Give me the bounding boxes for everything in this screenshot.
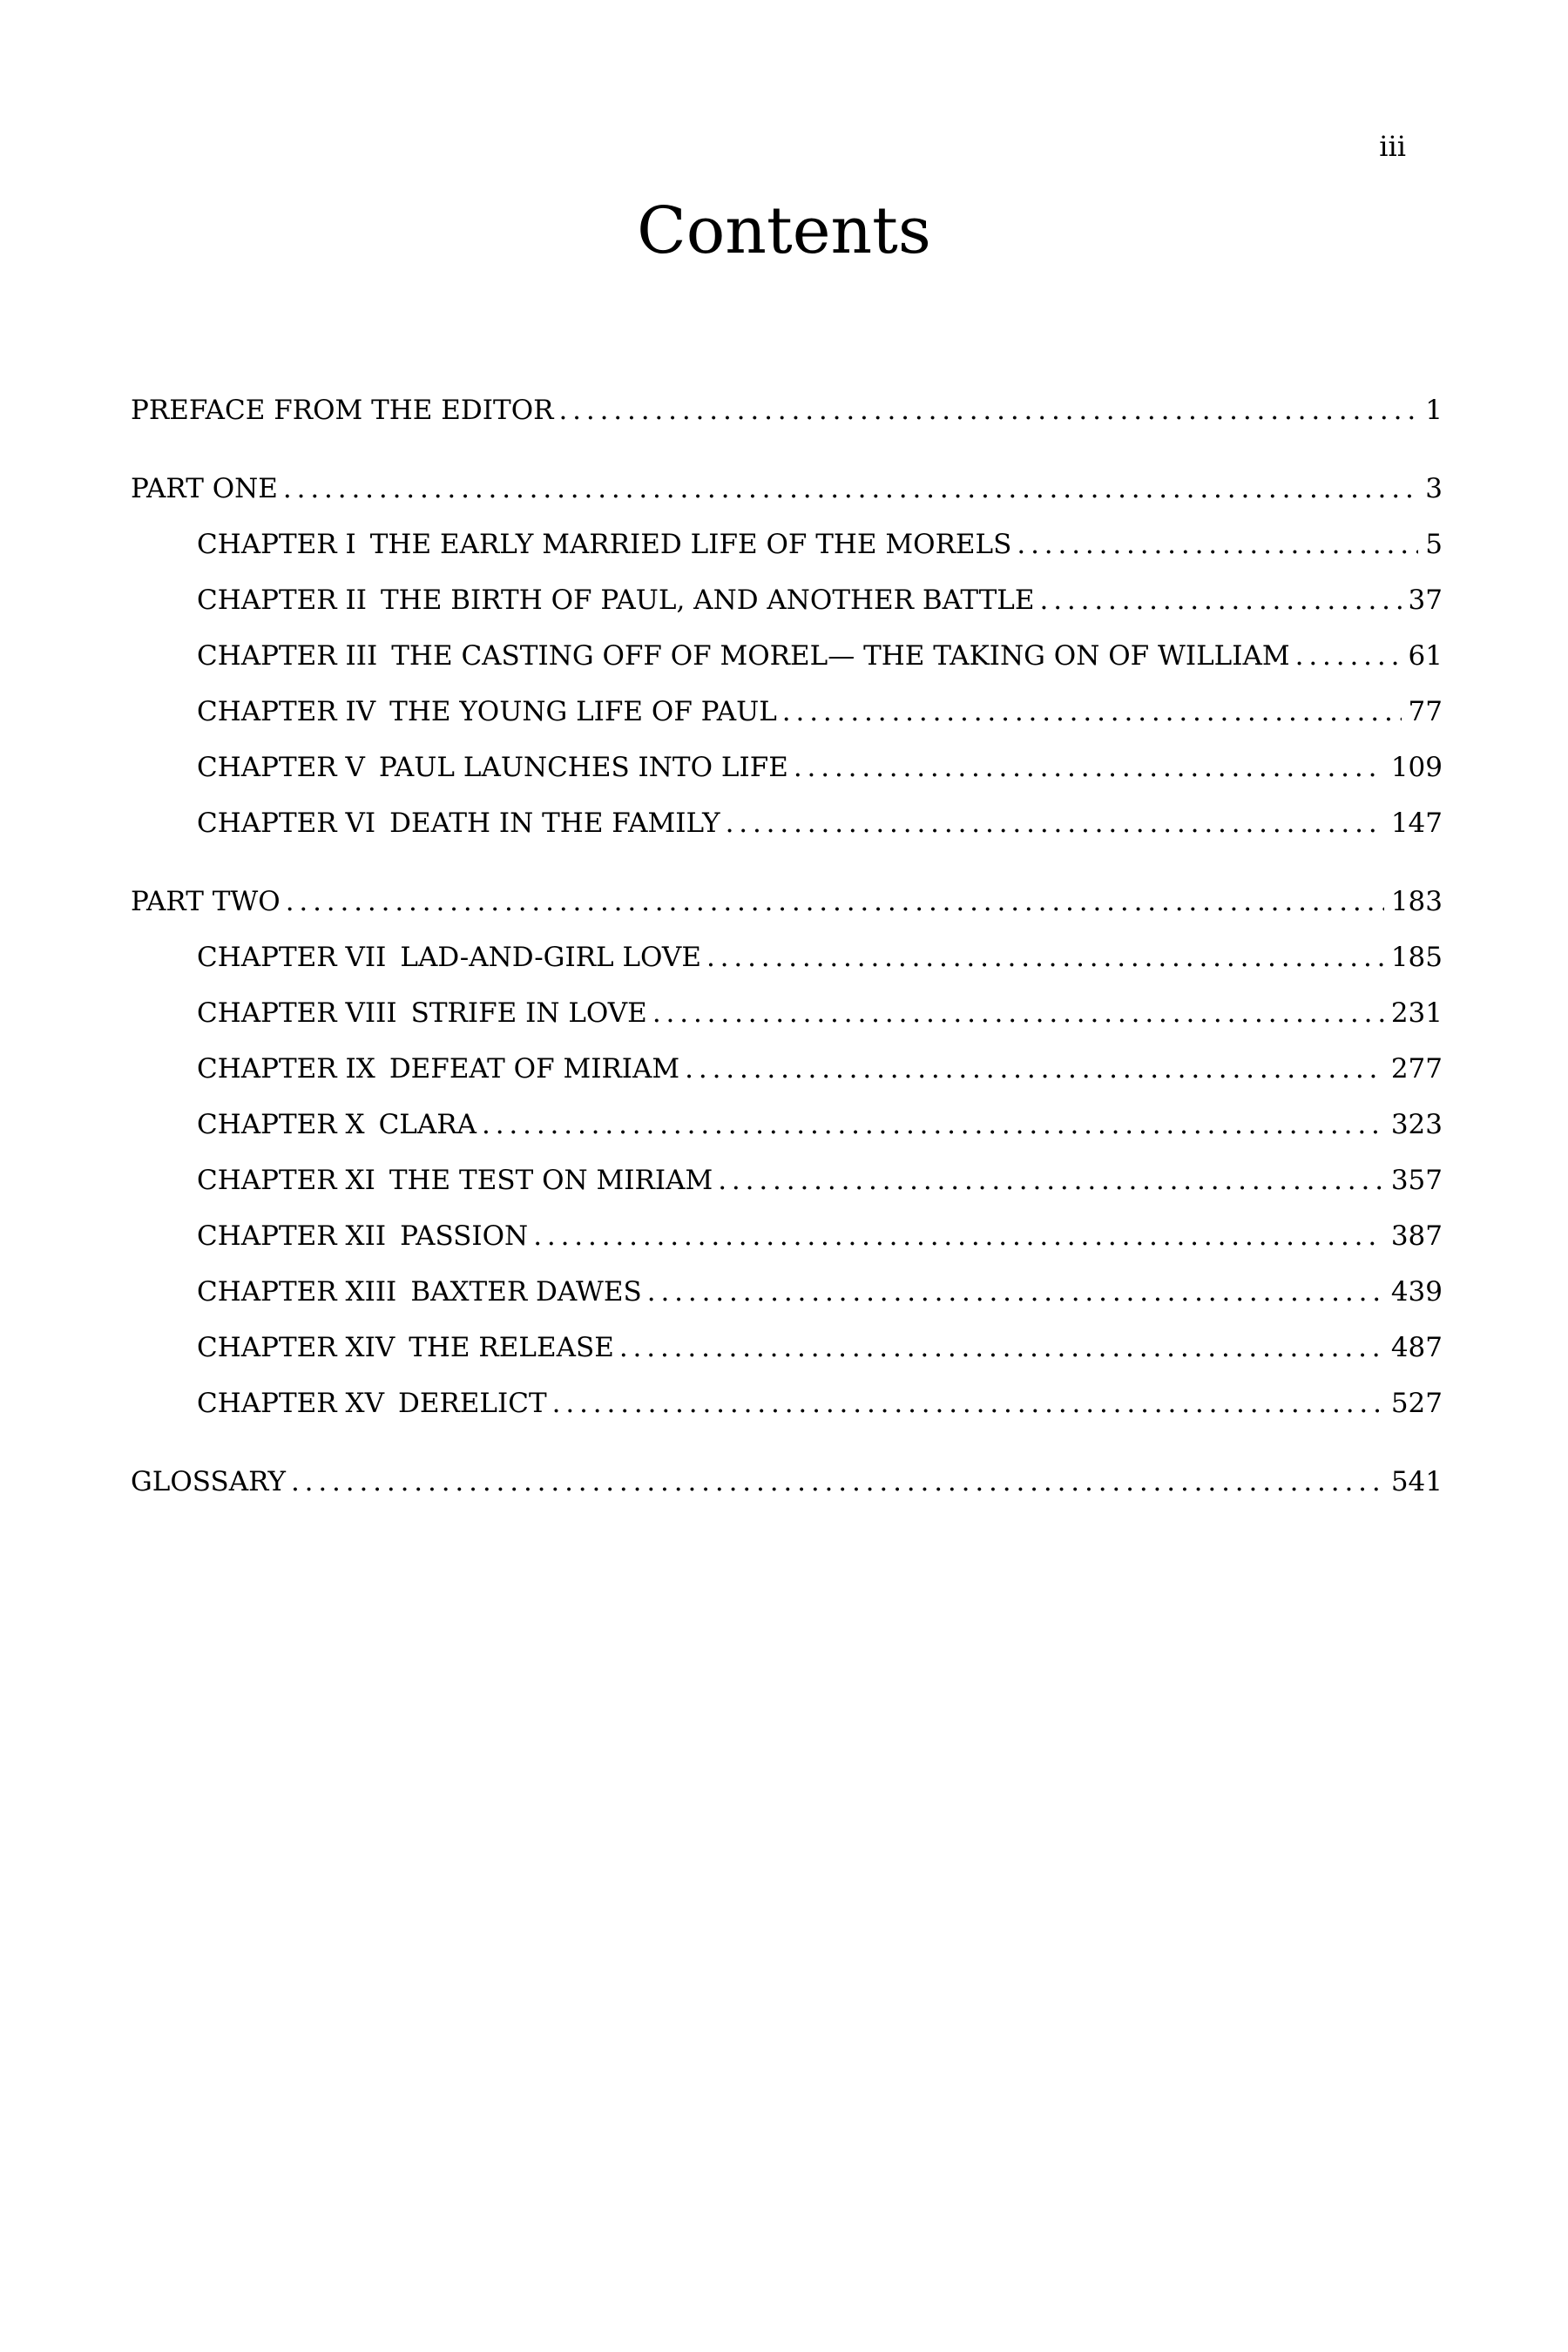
toc-leader-dots (685, 1053, 1384, 1085)
toc-leader-dots (533, 1220, 1384, 1253)
toc-page-number: 3 (1425, 473, 1443, 504)
toc-leader-dots (283, 473, 1418, 505)
toc-entry-label: THE YOUNG LIFE OF PAUL (389, 696, 777, 727)
toc-page-number: 231 (1390, 997, 1443, 1029)
toc-leader-dots (706, 942, 1384, 974)
toc-entry-label: PASSION (400, 1220, 529, 1252)
toc-entry-title (197, 808, 726, 840)
toc-page-number: 527 (1390, 1388, 1443, 1419)
toc-chapter-entry[interactable] (131, 997, 1443, 1053)
toc-chapter-entry[interactable] (131, 529, 1443, 585)
table-of-contents (131, 395, 1443, 1522)
toc-chapter-number: CHAPTER VI (197, 808, 376, 839)
toc-chapter-number: CHAPTER IV (197, 696, 376, 727)
toc-entry-label: PAUL LAUNCHES INTO LIFE (378, 752, 788, 783)
toc-entry-title (197, 529, 1017, 561)
toc-section-entry[interactable] (131, 1466, 1443, 1522)
toc-leader-dots (482, 1109, 1384, 1141)
toc-entry-title (131, 886, 286, 918)
toc-page-number: 77 (1408, 696, 1443, 727)
toc-leader-dots (794, 752, 1384, 784)
toc-chapter-entry[interactable] (131, 1332, 1443, 1388)
toc-entry-label: THE RELEASE (409, 1332, 614, 1363)
toc-entry-label: PREFACE FROM THE EDITOR (131, 395, 554, 426)
toc-entry-title (197, 942, 706, 974)
toc-entry-label: BAXTER DAWES (410, 1276, 642, 1308)
toc-entry-title (197, 1388, 552, 1420)
toc-chapter-number: CHAPTER I (197, 529, 356, 560)
toc-leader-dots (1017, 529, 1418, 561)
toc-page-number: 185 (1390, 942, 1443, 973)
toc-chapter-entry[interactable] (131, 808, 1443, 863)
toc-entry-title (197, 1053, 685, 1085)
toc-chapter-entry[interactable] (131, 1276, 1443, 1332)
toc-chapter-number: CHAPTER XIII (197, 1276, 397, 1308)
toc-page-number: 147 (1390, 808, 1443, 839)
toc-page-number: 61 (1408, 640, 1443, 672)
toc-entry-label: STRIFE IN LOVE (410, 997, 647, 1029)
toc-chapter-number: CHAPTER XV (197, 1388, 384, 1419)
toc-entry-title (197, 997, 652, 1030)
toc-leader-dots (552, 1388, 1384, 1420)
toc-entry-title (197, 1276, 647, 1308)
toc-leader-dots (558, 395, 1418, 427)
toc-entry-label: GLOSSARY (131, 1466, 286, 1497)
toc-chapter-number: CHAPTER IX (197, 1053, 375, 1085)
toc-chapter-entry[interactable] (131, 942, 1443, 997)
toc-section-entry[interactable] (131, 886, 1443, 942)
toc-section-entry[interactable] (131, 473, 1443, 529)
toc-leader-dots (291, 1466, 1384, 1498)
toc-chapter-entry[interactable] (131, 696, 1443, 752)
toc-entry-label: LAD-AND-GIRL LOVE (400, 942, 701, 973)
toc-page-number: 1 (1425, 395, 1443, 426)
toc-leader-dots (619, 1332, 1384, 1364)
toc-entry-title (197, 640, 1295, 672)
toc-entry-title (131, 1466, 291, 1498)
toc-page-number: 357 (1390, 1165, 1443, 1196)
toc-page-number: 183 (1390, 886, 1443, 917)
toc-chapter-number: CHAPTER VII (197, 942, 387, 973)
toc-chapter-number: CHAPTER XI (197, 1165, 375, 1196)
toc-entry-label: DERELICT (397, 1388, 547, 1419)
toc-entry-title (197, 1332, 619, 1364)
toc-leader-dots (1039, 585, 1401, 617)
toc-chapter-entry[interactable] (131, 585, 1443, 640)
toc-chapter-number: CHAPTER VIII (197, 997, 397, 1029)
toc-page-number: 387 (1390, 1220, 1443, 1252)
toc-leader-dots (726, 808, 1384, 840)
toc-chapter-number: CHAPTER V (197, 752, 365, 783)
toc-page-number: 37 (1408, 585, 1443, 616)
toc-chapter-entry[interactable] (131, 1388, 1443, 1443)
toc-entry-title (197, 696, 782, 728)
toc-entry-label: THE TEST ON MIRIAM (389, 1165, 713, 1196)
toc-entry-title (197, 1109, 482, 1141)
toc-entry-title (197, 1165, 718, 1197)
toc-entry-label: DEFEAT OF MIRIAM (389, 1053, 680, 1085)
toc-entry-title (131, 395, 558, 427)
toc-chapter-number: CHAPTER X (197, 1109, 365, 1140)
toc-chapter-entry[interactable] (131, 752, 1443, 808)
toc-entry-label: CLARA (378, 1109, 476, 1140)
toc-page-number: 541 (1390, 1466, 1443, 1497)
toc-chapter-number: CHAPTER II (197, 585, 367, 616)
toc-entry-label: DEATH IN THE FAMILY (389, 808, 720, 839)
toc-chapter-entry[interactable] (131, 1220, 1443, 1276)
toc-entry-title (197, 585, 1039, 617)
toc-entry-label: THE EARLY MARRIED LIFE OF THE MORELS (369, 529, 1012, 560)
toc-chapter-number: CHAPTER XIV (197, 1332, 395, 1363)
toc-entry-label: PART ONE (131, 473, 278, 504)
toc-page-number: 5 (1425, 529, 1443, 560)
toc-page-number: 109 (1390, 752, 1443, 783)
toc-leader-dots (286, 886, 1384, 918)
toc-page-number: 323 (1390, 1109, 1443, 1140)
toc-entry-label: THE BIRTH OF PAUL, AND ANOTHER BATTLE (381, 585, 1035, 616)
toc-chapter-entry[interactable] (131, 640, 1443, 696)
toc-leader-dots (652, 997, 1384, 1030)
toc-chapter-entry[interactable] (131, 1109, 1443, 1165)
page-title: Contents (637, 193, 931, 268)
toc-chapter-number: CHAPTER XII (197, 1220, 387, 1252)
toc-page-number: 487 (1390, 1332, 1443, 1363)
toc-page-number: 439 (1390, 1276, 1443, 1308)
toc-entry-title (131, 473, 283, 505)
toc-leader-dots (1295, 640, 1402, 672)
page-number: iii (1379, 130, 1406, 163)
toc-section-entry[interactable] (131, 395, 1443, 450)
toc-entry-label: PART TWO (131, 886, 280, 917)
toc-chapter-entry[interactable] (131, 1053, 1443, 1109)
toc-leader-dots (718, 1165, 1384, 1197)
toc-entry-title (197, 1220, 533, 1253)
toc-leader-dots (647, 1276, 1384, 1308)
toc-page-number: 277 (1390, 1053, 1443, 1085)
toc-entry-label: THE CASTING OFF OF MOREL— THE TAKING ON OF WILLIAM (391, 640, 1290, 672)
toc-chapter-number: CHAPTER III (197, 640, 378, 672)
toc-leader-dots (782, 696, 1402, 728)
toc-chapter-entry[interactable] (131, 1165, 1443, 1220)
toc-entry-title (197, 752, 794, 784)
